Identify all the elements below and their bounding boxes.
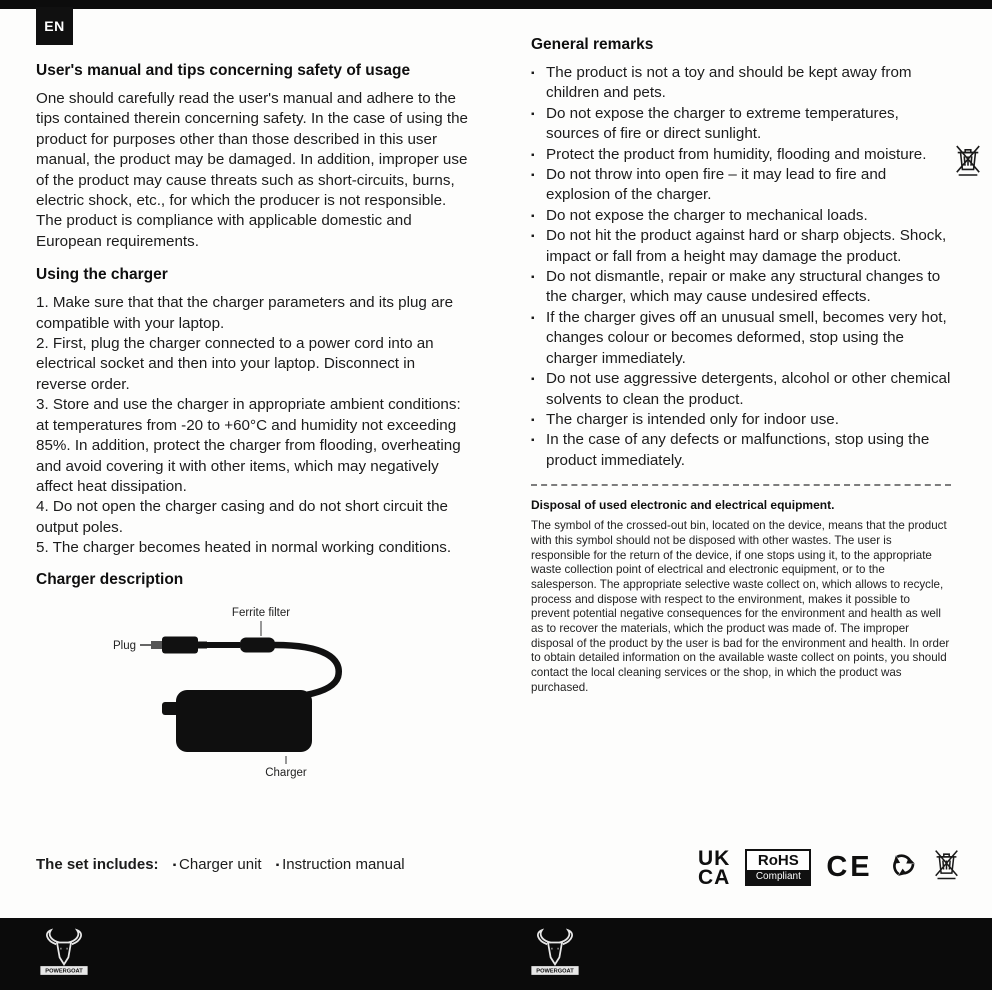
safety-section-body: One should carefully read the user's manual and adhere to the tips contained therein concerning safety. In the case of using the product for purposes other than those described in this user manual, the product may be damaged. In addition, improper use of the product may cause threats such as short-circuits, burns, electric shock, etc., for which the producer is not responsible. The product is compliance with applicable domestic and European requirements.	[36, 90, 468, 250]
ukca-mark	[698, 846, 731, 889]
remark-item: ▪ The product is not a toy and should be kept away from children and pets.	[531, 63, 951, 104]
plug-label: Plug	[112, 639, 136, 652]
ferrite-bead	[240, 637, 275, 652]
disposal-heading: Disposal of used electronic and electrical equipment.	[531, 498, 835, 513]
step-item: 4. Do not open the charger casing and do not short circuit the output poles.	[36, 498, 449, 536]
left-column	[36, 62, 468, 784]
remark-item: ▪ Protect the product from humidity, flooding and moisture.	[531, 145, 951, 165]
plug-neck	[198, 641, 207, 648]
right-column	[531, 36, 951, 696]
rohs-title: RoHS	[757, 852, 799, 869]
weee-bin-icon	[954, 140, 982, 187]
general-remarks-heading: General remarks	[531, 36, 654, 53]
remark-item: ▪ Do not dismantle, repair or make any structural changes to the charger, which may cause undesired effects.	[531, 267, 951, 308]
step-item: 2. First, plug the charger connected to a power cord into an electrical socket and then into your laptop. Disconnect in reverse order.	[36, 335, 434, 393]
remark-item: ▪ Do not expose the charger to mechanical loads.	[531, 206, 951, 226]
powergoat-logo	[527, 927, 583, 984]
powergoat-wordmark: POWERGOAT	[45, 968, 83, 975]
using-charger-heading: Using the charger	[36, 266, 168, 284]
ferrite-filter-label: Ferrite filter	[231, 606, 291, 619]
powergoat-wordmark: POWERGOAT	[536, 968, 574, 975]
step-item: 5. The charger becomes heated in normal working conditions.	[36, 539, 452, 557]
remark-item: ▪ Do not expose the charger to extreme temperatures, sources of fire or direct sunlight.	[531, 104, 951, 145]
compliance-marks-row	[698, 846, 960, 889]
charger-label: Charger	[265, 766, 307, 779]
rohs-badge	[745, 849, 811, 886]
set-includes-line	[36, 856, 405, 873]
step-item: 1. Make sure that that the charger parameters and its plug are compatible with your laptop.	[36, 294, 454, 332]
ukca-line1: UK	[698, 846, 731, 870]
set-includes-label: The set includes:	[36, 856, 159, 873]
general-remarks-list	[531, 63, 951, 471]
remark-item: ▪ The charger is intended only for indoor use.	[531, 410, 951, 430]
remark-item: ▪ If the charger gives off an unusual smell, becomes very hot, changes colour or becomes deformed, stop using the charger immediately.	[531, 308, 951, 369]
remark-item: ▪ Do not throw into open fire – it may lead to fire and explosion of the charger.	[531, 165, 951, 206]
weee-bin-icon	[933, 846, 960, 889]
language-badge	[36, 7, 73, 45]
safety-section-heading: User's manual and tips concerning safety of usage	[36, 62, 411, 79]
set-includes-item: ▪ Charger unit	[173, 856, 262, 873]
remark-item: ▪ Do not hit the product against hard or sharp objects. Shock, impact or fall from a height may damage the product.	[531, 226, 951, 267]
using-charger-steps	[36, 293, 468, 558]
charger-diagram-drawing	[36, 598, 468, 784]
powergoat-logo	[36, 927, 92, 984]
remark-item: ▪ Do not use aggressive detergents, alcohol or other chemical solvents to clean the product.	[531, 369, 951, 410]
dashed-divider	[531, 484, 951, 486]
ukca-line2: CA	[698, 865, 731, 889]
charger-brick	[176, 690, 312, 752]
disposal-body: The symbol of the crossed-out bin, located on the device, means that the product with this symbol should not be disposed with other wastes. The user is responsible for the return of the device, if one stops using it, to the appropriate waste collection point of electrical and electronic equipment, or to the salesperson. The appropriate selective waste collect on, which allows to recycle, process and dispose with respect to the environment, makes it possible to prevent potential negative consequences for the environment and health as well as to recover the materials, which the product was made of. The improper disposal of the product by the user is bad for the environment and health. In order to obtain detailed information on the available waste collect on points, you should contact the local cleaning services or the shop, in which the product was purchased.	[531, 519, 950, 694]
top-black-strip	[0, 0, 992, 9]
recycle-icon	[888, 850, 918, 885]
remark-item: ▪ In the case of any defects or malfunctions, stop using the product immediately.	[531, 430, 951, 471]
ce-mark: CE	[826, 851, 873, 883]
footer-band	[0, 918, 992, 990]
language-badge-label: EN	[44, 18, 65, 34]
rohs-subtitle: Compliant	[747, 870, 809, 884]
plug-body	[162, 636, 198, 653]
set-includes-item: ▪ Instruction manual	[276, 856, 405, 873]
step-item: 3. Store and use the charger in appropriate ambient conditions: at temperatures from -20 to +60°C and humidity not exceeding 85%. In addition, protect the charger from flooding, overheating and avoid covering it with other items, which may negatively affect heat dissipation.	[36, 396, 461, 495]
charger-diagram	[36, 598, 468, 784]
plug-prong	[151, 641, 162, 649]
charger-description-heading: Charger description	[36, 570, 184, 588]
